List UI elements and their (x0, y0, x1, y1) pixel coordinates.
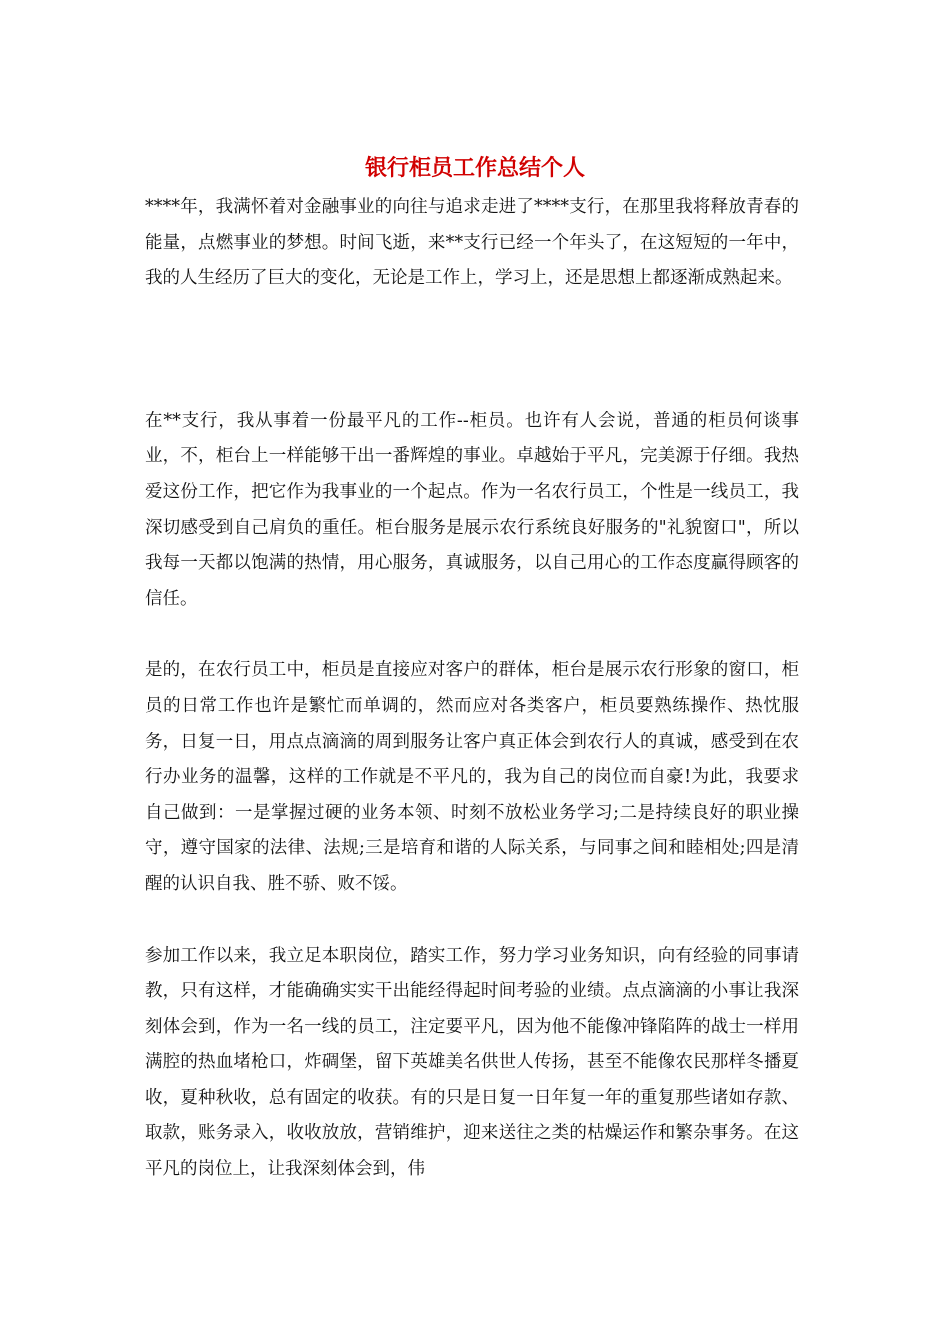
document-title: 银行柜员工作总结个人 (364, 155, 585, 181)
paragraph-spacer (145, 617, 799, 653)
paragraph-2: 在**支行，我从事着一份最平凡的工作--柜员。也许有人会说，普通的柜员何谈事业，不，柜台上一样能够干出一番辉煌的事业。卓越始于平凡，完美源于仔细。我热爱这份工作，把它作为我事业的一个起点。作为一名农行员工，个性是一线员工，我深切感受到自己肩负的重任。柜台服务是展示农行系统良好服务的"礼貌窗口"，所以我每一天都以饱满的热情，用心服务，真诚服务，以自己用心的工作态度赢得顾客的信任。 (145, 410, 799, 609)
paragraph-1: ****年，我满怀着对金融事业的向往与追求走进了****支行，在那里我将释放青春的能量，点燃事业的梦想。时间飞逝，来**支行已经一个年头了，在这短短的一年中，我的人生经历了巨大的变化，无论是工作上，学习上，还是思想上都逐渐成熟起来。 (145, 197, 799, 289)
paragraph-4: 参加工作以来，我立足本职岗位，踏实工作，努力学习业务知识，向有经验的同事请教，只有这样，才能确确实实干出能经得起时间考验的业绩。点点滴滴的小事让我深刻体会到，作为一名一线的员工，注定要平凡，因为他不能像冲锋陷阵的战士一样用满腔的热血堵枪口，炸碉堡，留下英雄美名供世人传扬，甚至不能像农民那样冬播夏收，夏种秋收，总有固定的收获。有的只是日复一日年复一年的重复那些诸如存款、取款，账务录入，收收放放，营销维护，迎来送往之类的枯燥运作和繁杂事务。在这平凡的岗位上，让我深刻体会到，伟 (145, 945, 799, 1180)
paragraph-spacer (145, 297, 799, 404)
paragraph-3: 是的，在农行员工中，柜员是直接应对客户的群体，柜台是展示农行形象的窗口，柜员的日常工作也许是繁忙而单调的，然而应对各类客户，柜员要熟练操作、热忱服务，日复一日，用点点滴滴的周到服务让客户真正体会到农行人的真诚，感受到在农行办业务的温馨，这样的工作就是不平凡的，我为自己的岗位而自豪!为此，我要求自己做到：一是掌握过硬的业务本领、时刻不放松业务学习;二是持续良好的职业操守，遵守国家的法律、法规;三是培育和谐的人际关系，与同事之间和睦相处;四是清醒的认识自我、胜不骄、败不馁。 (145, 660, 799, 894)
document-body (145, 190, 799, 1188)
paragraph-spacer (145, 903, 799, 939)
